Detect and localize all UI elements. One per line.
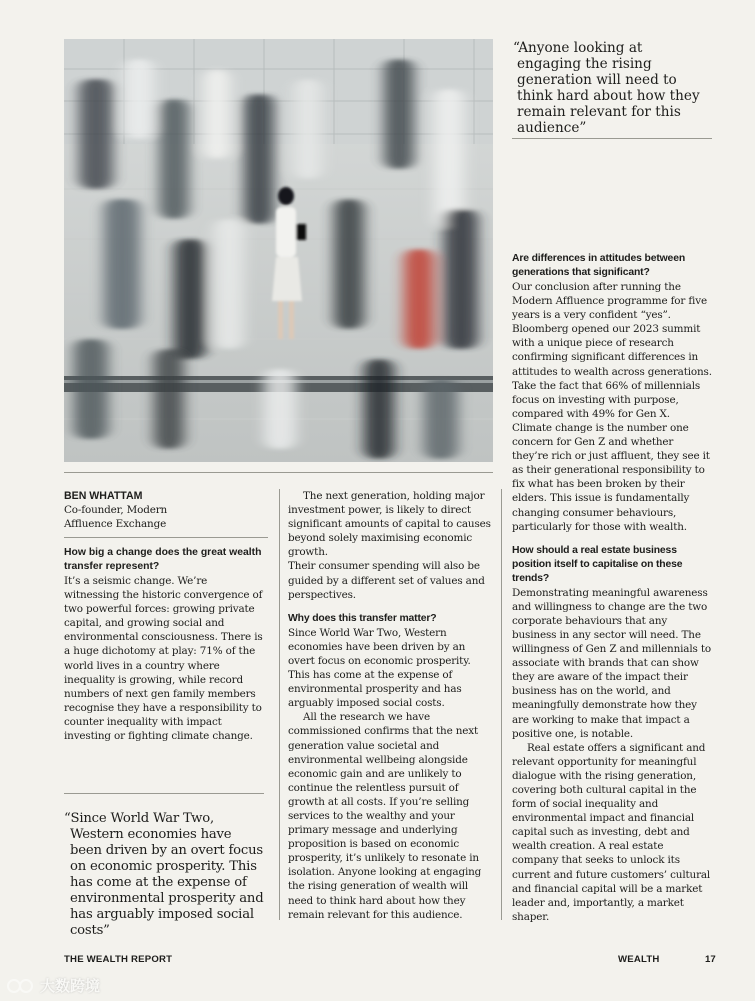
question-2: Why does this transfer matter? [288,612,437,624]
col2-paragraph-4: All the research we have commissioned confirms that the next generation value societal and environmental wellbeing alongside economic gain and are unlikely to continue the relentless pursuit of growth at all costs. If you’re selling services to the wealthy and your primary message and underlying proposition is based on economic prosperity, it’s unlikely to resonate in isolation. Anyone looking at engaging the rising generation of wealth will need to think hard about how they remain relevant for this audience. [288,711,482,921]
divider [64,537,268,538]
crowd-photo [64,39,493,462]
author-name: BEN WHATTAM [64,490,143,502]
column-1-pullquote: “Since World War Two, Western economies have been driven by an overt focus on economic prosperity. This has come at the expense of environmental prosperity and has arguably imposed social costs” [64,811,264,938]
divider [512,138,712,139]
author-title-line1: Co-founder, Modern [64,504,168,516]
col3-paragraph-2: Demonstrating meaningful awareness and willingness to change are the two corporate behaviours that any business in any sector will need. The willingness of Gen Z and millennials to associate with brands that can show they are aware of the impact their business has on the world, and meaningfully demonstrate how they are working to make that impact a positive one, is notable. [512,586,711,740]
watermark-text: 大数跨境 [40,978,101,995]
col2-paragraph-1: The next generation, holding major investment power, is likely to direct significant amounts of capital to causes beyond solely maximising economic growth. [288,490,491,559]
author-block [64,489,268,531]
crowd-photo-illustration [64,39,493,462]
column-1 [64,546,264,743]
watermark-logo-icon [6,977,36,995]
footer-page-number: 17 [705,954,716,965]
col2-paragraph-3: Since World War Two, Western economies have been driven by an overt focus on economic prosperity. This has come at the expense of environmental prosperity and has arguably imposed social costs. [288,626,471,710]
footer-publication: THE WEALTH REPORT [64,954,173,965]
footer-section: WEALTH [618,954,660,965]
col3-paragraph-3: Real estate offers a significant and relevant opportunity for meaningful dialogue with the rising generation, covering both cultural capital in the form of social inequality and environmental impact and financial capital such as investing, debt and wealth creation. A real estate company that seeks to unlock its current and future customers’ cultural and financial capital will be a market leader and, importantly, a market shaper. [512,741,711,923]
top-pullquote: “Anyone looking at engaging the rising generation will need to think hard about how they remain relevant for this audience” [513,40,700,136]
column-2 [288,489,491,922]
question-4: How should a real estate business position itself to capitalise on these trends? [512,544,683,584]
col2-paragraph-2: Their consumer spending will also be guided by a different set of values and perspectives. [288,560,485,601]
question-3: Are differences in attitudes between generations that significant? [512,253,686,278]
author-title-line2: Affluence Exchange [64,518,167,531]
divider [64,793,264,794]
col3-paragraph-1: Our conclusion after running the Modern Affluence programme for five years is a very confident “yes”. Bloomberg opened our 2023 summit with a unique piece of research confirming significant differences in attitudes to wealth across generations. Take the fact that 66% of millennials focus on investing with purpose, compared with 49% for Gen X. Climate change is the number one concern for Gen Z and whether they’re rich or just affluent, they see it as their generational responsibility to fix what has been broken by their elders. This issue is fundamentally changing consumer behaviours, particularly for those with wealth. [512,281,712,533]
column-3 [512,252,712,924]
question-1: How big a change does the great wealth transfer represent? [64,547,262,572]
divider [64,472,493,473]
watermark [6,975,100,996]
column-rule [501,489,502,920]
answer-1: It’s a seismic change. We’re witnessing the historic convergence of two powerful forces: growing private capital, and growing social and environmental consciousness. There is a huge dichotomy at play: 71% of the world lives in a country where inequality is growing, while record numbers of next gen family members recognise they have a responsibility to counter inequality with impact investing or fighting climate change. [64,575,263,743]
column-rule [279,489,280,920]
